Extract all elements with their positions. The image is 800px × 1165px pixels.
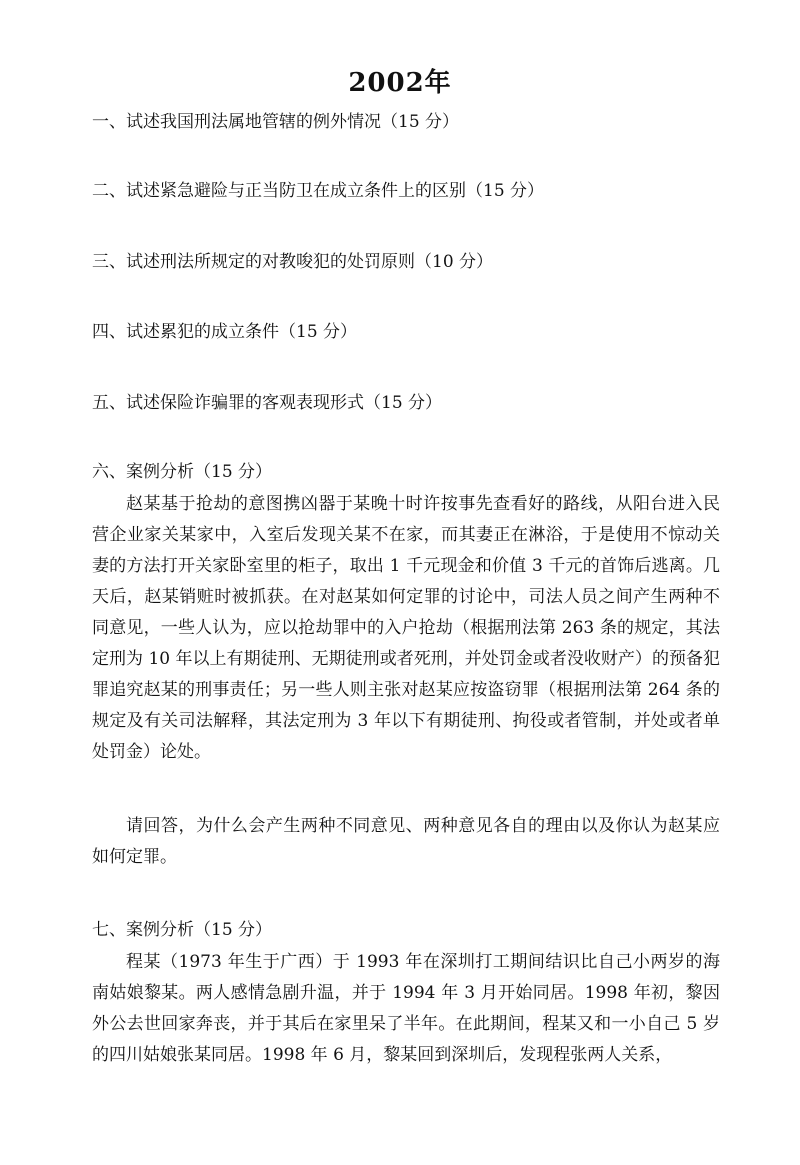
case-6-heading: 六、案例分析（15 分） <box>92 462 273 482</box>
case-7-heading: 七、案例分析（15 分） <box>92 920 273 940</box>
question-2: 二、试述紧急避险与正当防卫在成立条件上的区别（15 分） <box>92 181 545 201</box>
question-3: 三、试述刑法所规定的对教唆犯的处罚原则（10 分） <box>92 252 494 272</box>
case-6-paragraph-1: 赵某基于抢劫的意图携凶器于某晚十时许按事先查看好的路线，从阳台进入民营企业家关某家中，入室后发现关某不在家，而其妻正在淋浴，于是使用不惊动关妻的方法打开关家卧室里的柜子，取出 1 千元现金和价值 3 千元的首饰后逃离。几天后，赵某销赃时被抓获。在对赵某如何定罪的讨论中，司法人员之间产生两种不同意见，一些人认为，应以抢劫罪中的入户抢劫（根据刑法第 263 条的规定，其法定刑为 10 年以上有期徒刑、无期徒刑或者死刑，并处罚金或者没收财产）的预备犯罪追究赵某的刑事责任；另一些人则主张对赵某应按盗窃罪（根据刑法第 264 条的规定及有关司法解释，其法定刑为 3 年以下有期徒刑、拘役或者管制，并处或者单处罚金）论处。 <box>92 494 720 762</box>
question-4: 四、试述累犯的成立条件（15 分） <box>92 322 358 342</box>
case-7-paragraph-1: 程某（1973 年生于广西）于 1993 年在深圳打工期间结识比自己小两岁的海南姑娘黎某。两人感情急剧升温，并于 1994 年 3 月开始同居。1998 年初，黎因外公去世回家奔丧，并于其后在家里呆了半年。在此期间，程某又和一小自己 5 岁的四川姑娘张某同居。1998 年 6 月，黎某回到深圳后，发现程张两人关系， <box>92 952 720 1065</box>
case-6-paragraph-2: 请回答，为什么会产生两种不同意见、两种意见各自的理由以及你认为赵某应如何定罪。 <box>92 816 720 867</box>
question-1: 一、试述我国刑法属地管辖的例外情况（15 分） <box>92 112 460 132</box>
question-5: 五、试述保险诈骗罪的客观表现形式（15 分） <box>92 393 443 413</box>
page-title: 2002年 <box>348 68 452 98</box>
